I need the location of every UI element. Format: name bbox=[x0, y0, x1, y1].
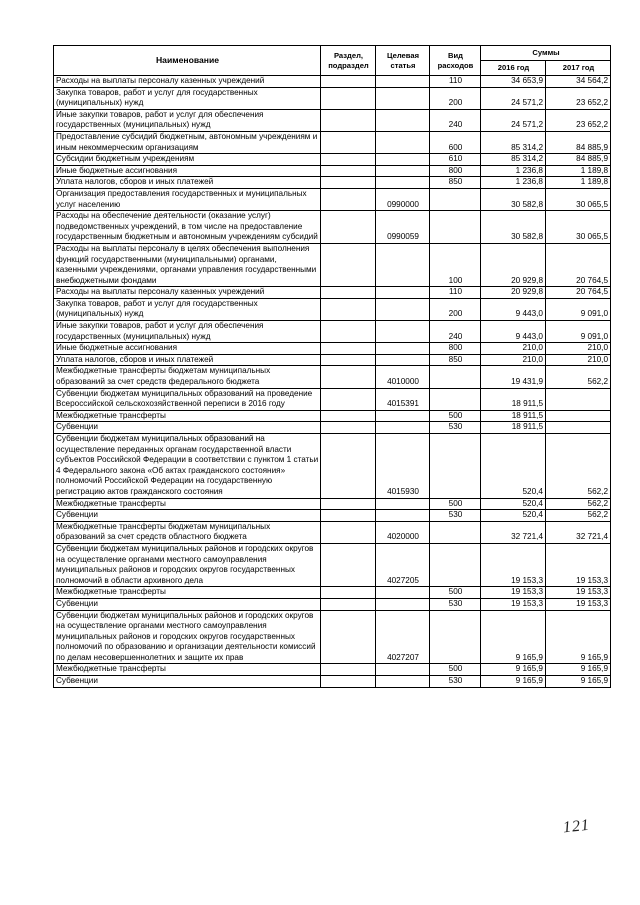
cell-sum-2017: 562,2 bbox=[546, 498, 611, 510]
cell-expense-type: 610 bbox=[430, 154, 481, 166]
cell-sum-2017: 210,0 bbox=[546, 354, 611, 366]
cell-section bbox=[321, 76, 376, 88]
cell-sum-2017: 1 189,8 bbox=[546, 177, 611, 189]
cell-sum-2016: 9 443,0 bbox=[481, 298, 546, 320]
table-row bbox=[54, 388, 611, 410]
cell-expense-type bbox=[430, 211, 481, 244]
table-row bbox=[54, 211, 611, 244]
cell-name: Иные бюджетные ассигнования bbox=[54, 343, 321, 355]
table-row bbox=[54, 498, 611, 510]
cell-sum-2017: 1 189,8 bbox=[546, 165, 611, 177]
cell-target bbox=[376, 131, 430, 153]
cell-name: Межбюджетные трансферты bbox=[54, 664, 321, 676]
cell-section bbox=[321, 165, 376, 177]
cell-section bbox=[321, 177, 376, 189]
cell-section bbox=[321, 422, 376, 434]
cell-target: 0990059 bbox=[376, 211, 430, 244]
cell-sum-2016: 85 314,2 bbox=[481, 154, 546, 166]
cell-expense-type: 530 bbox=[430, 598, 481, 610]
cell-section bbox=[321, 343, 376, 355]
cell-expense-type: 240 bbox=[430, 321, 481, 343]
cell-sum-2016: 20 929,8 bbox=[481, 243, 546, 286]
cell-target bbox=[376, 422, 430, 434]
table-row bbox=[54, 366, 611, 388]
cell-section bbox=[321, 664, 376, 676]
cell-sum-2017 bbox=[546, 422, 611, 434]
cell-sum-2016: 30 582,8 bbox=[481, 211, 546, 244]
cell-expense-type: 850 bbox=[430, 354, 481, 366]
cell-sum-2016: 24 571,2 bbox=[481, 109, 546, 131]
header-target: Целевая статья bbox=[376, 46, 430, 76]
header-year-2016: 2016 год bbox=[481, 61, 546, 76]
cell-sum-2016: 24 571,2 bbox=[481, 87, 546, 109]
budget-table bbox=[53, 45, 611, 688]
cell-section bbox=[321, 388, 376, 410]
cell-target bbox=[376, 343, 430, 355]
cell-name: Субвенции бюджетам муниципальных районов и городских округов на осуществление органами местного самоуправления муниципальных районов и городских округов государственных полномочий в области архивного дела bbox=[54, 543, 321, 586]
cell-name: Уплата налогов, сборов и иных платежей bbox=[54, 177, 321, 189]
cell-sum-2016: 18 911,5 bbox=[481, 422, 546, 434]
cell-name: Межбюджетные трансферты бюджетам муниципальных образований за счет средств областного бюджета bbox=[54, 521, 321, 543]
cell-name: Закупка товаров, работ и услуг для государственных (муниципальных) нужд bbox=[54, 298, 321, 320]
cell-target bbox=[376, 298, 430, 320]
cell-sum-2017 bbox=[546, 388, 611, 410]
table-row bbox=[54, 354, 611, 366]
cell-sum-2016: 210,0 bbox=[481, 343, 546, 355]
cell-section bbox=[321, 434, 376, 499]
table-row bbox=[54, 177, 611, 189]
cell-section bbox=[321, 109, 376, 131]
cell-expense-type bbox=[430, 188, 481, 210]
table-row bbox=[54, 510, 611, 522]
cell-sum-2017: 84 885,9 bbox=[546, 154, 611, 166]
cell-sum-2016: 520,4 bbox=[481, 434, 546, 499]
cell-section bbox=[321, 131, 376, 153]
table-row bbox=[54, 287, 611, 299]
cell-sum-2017: 9 165,9 bbox=[546, 610, 611, 664]
cell-name: Предоставление субсидий бюджетным, автономным учреждениям и иным некоммерческим организациям bbox=[54, 131, 321, 153]
cell-sum-2017: 23 652,2 bbox=[546, 87, 611, 109]
cell-expense-type: 500 bbox=[430, 664, 481, 676]
table-row bbox=[54, 521, 611, 543]
cell-sum-2017: 30 065,5 bbox=[546, 188, 611, 210]
cell-sum-2016: 19 431,9 bbox=[481, 366, 546, 388]
cell-name: Организация предоставления государственных и муниципальных услуг населению bbox=[54, 188, 321, 210]
cell-section bbox=[321, 298, 376, 320]
cell-sum-2016: 520,4 bbox=[481, 498, 546, 510]
cell-section bbox=[321, 366, 376, 388]
table-body bbox=[54, 76, 611, 688]
cell-expense-type: 530 bbox=[430, 422, 481, 434]
cell-expense-type: 240 bbox=[430, 109, 481, 131]
cell-sum-2017: 19 153,3 bbox=[546, 543, 611, 586]
cell-target bbox=[376, 321, 430, 343]
cell-target: 4027207 bbox=[376, 610, 430, 664]
table-row bbox=[54, 109, 611, 131]
cell-expense-type: 500 bbox=[430, 498, 481, 510]
cell-name: Субвенции bbox=[54, 510, 321, 522]
table-row bbox=[54, 422, 611, 434]
cell-sum-2017 bbox=[546, 410, 611, 422]
cell-target bbox=[376, 87, 430, 109]
cell-target: 0990000 bbox=[376, 188, 430, 210]
cell-target bbox=[376, 109, 430, 131]
cell-section bbox=[321, 321, 376, 343]
cell-section bbox=[321, 521, 376, 543]
cell-target bbox=[376, 165, 430, 177]
cell-expense-type: 500 bbox=[430, 587, 481, 599]
cell-section bbox=[321, 287, 376, 299]
cell-name: Иные бюджетные ассигнования bbox=[54, 165, 321, 177]
cell-expense-type bbox=[430, 434, 481, 499]
cell-section bbox=[321, 610, 376, 664]
cell-target bbox=[376, 243, 430, 286]
cell-target bbox=[376, 154, 430, 166]
cell-expense-type: 800 bbox=[430, 343, 481, 355]
cell-sum-2016: 9 165,9 bbox=[481, 610, 546, 664]
cell-name: Межбюджетные трансферты bbox=[54, 587, 321, 599]
cell-sum-2016: 210,0 bbox=[481, 354, 546, 366]
cell-section bbox=[321, 510, 376, 522]
cell-name: Расходы на обеспечение деятельности (оказание услуг) подведомственных учреждений, в том числе на предоставление государственным бюджетным и автономным учреждениям субсидий bbox=[54, 211, 321, 244]
cell-expense-type: 600 bbox=[430, 131, 481, 153]
cell-target: 4015391 bbox=[376, 388, 430, 410]
cell-target bbox=[376, 354, 430, 366]
cell-name: Уплата налогов, сборов и иных платежей bbox=[54, 354, 321, 366]
cell-sum-2016: 9 443,0 bbox=[481, 321, 546, 343]
cell-target bbox=[376, 410, 430, 422]
cell-section bbox=[321, 211, 376, 244]
table-row bbox=[54, 610, 611, 664]
cell-target: 4020000 bbox=[376, 521, 430, 543]
table-row bbox=[54, 676, 611, 688]
cell-expense-type: 100 bbox=[430, 243, 481, 286]
table-row bbox=[54, 434, 611, 499]
cell-sum-2017: 84 885,9 bbox=[546, 131, 611, 153]
cell-expense-type bbox=[430, 366, 481, 388]
cell-sum-2016: 1 236,8 bbox=[481, 177, 546, 189]
cell-target: 4010000 bbox=[376, 366, 430, 388]
cell-section bbox=[321, 354, 376, 366]
cell-sum-2017: 562,2 bbox=[546, 366, 611, 388]
table-row bbox=[54, 321, 611, 343]
cell-name: Субвенции бюджетам муниципальных образований на проведение Всероссийской сельскохозяйственной переписи в 2016 году bbox=[54, 388, 321, 410]
table-row bbox=[54, 131, 611, 153]
cell-sum-2017: 9 091,0 bbox=[546, 298, 611, 320]
cell-sum-2016: 19 153,3 bbox=[481, 587, 546, 599]
cell-name: Расходы на выплаты персоналу казенных учреждений bbox=[54, 76, 321, 88]
cell-sum-2017: 19 153,3 bbox=[546, 587, 611, 599]
cell-section bbox=[321, 188, 376, 210]
cell-sum-2016: 9 165,9 bbox=[481, 664, 546, 676]
header-section: Раздел, подраздел bbox=[321, 46, 376, 76]
cell-sum-2016: 18 911,5 bbox=[481, 410, 546, 422]
cell-target bbox=[376, 510, 430, 522]
table-row bbox=[54, 243, 611, 286]
cell-expense-type: 800 bbox=[430, 165, 481, 177]
cell-sum-2016: 9 165,9 bbox=[481, 676, 546, 688]
cell-expense-type bbox=[430, 610, 481, 664]
cell-expense-type: 110 bbox=[430, 76, 481, 88]
cell-sum-2017: 562,2 bbox=[546, 434, 611, 499]
cell-section bbox=[321, 676, 376, 688]
cell-section bbox=[321, 598, 376, 610]
cell-sum-2017: 210,0 bbox=[546, 343, 611, 355]
cell-expense-type bbox=[430, 521, 481, 543]
cell-target bbox=[376, 664, 430, 676]
page-number: 121 bbox=[562, 816, 591, 837]
cell-name: Межбюджетные трансферты bbox=[54, 498, 321, 510]
cell-name: Иные закупки товаров, работ и услуг для обеспечения государственных (муниципальных) нужд bbox=[54, 321, 321, 343]
cell-name: Субвенции бюджетам муниципальных образований на осуществление переданных органам государственной власти субъектов Российской Федерации в соответствии с пунктом 1 статьи 4 Федерального закона «Об актах гражданского состояния» полномочий Российской Федерации на государственную регистрацию актов гражданского состояния bbox=[54, 434, 321, 499]
cell-target bbox=[376, 587, 430, 599]
cell-sum-2017: 9 165,9 bbox=[546, 676, 611, 688]
cell-sum-2017: 20 764,5 bbox=[546, 287, 611, 299]
cell-sum-2017: 9 165,9 bbox=[546, 664, 611, 676]
cell-sum-2017: 20 764,5 bbox=[546, 243, 611, 286]
cell-name: Закупка товаров, работ и услуг для государственных (муниципальных) нужд bbox=[54, 87, 321, 109]
cell-expense-type: 530 bbox=[430, 510, 481, 522]
table-row bbox=[54, 76, 611, 88]
cell-expense-type bbox=[430, 388, 481, 410]
table-row bbox=[54, 598, 611, 610]
cell-name: Субвенции bbox=[54, 422, 321, 434]
table-row bbox=[54, 188, 611, 210]
cell-expense-type: 110 bbox=[430, 287, 481, 299]
cell-sum-2017: 19 153,3 bbox=[546, 598, 611, 610]
table-row bbox=[54, 165, 611, 177]
cell-target: 4027205 bbox=[376, 543, 430, 586]
cell-target: 4015930 bbox=[376, 434, 430, 499]
cell-sum-2017: 30 065,5 bbox=[546, 211, 611, 244]
cell-sum-2016: 18 911,5 bbox=[481, 388, 546, 410]
cell-sum-2016: 19 153,3 bbox=[481, 598, 546, 610]
cell-target bbox=[376, 177, 430, 189]
cell-sum-2016: 34 653,9 bbox=[481, 76, 546, 88]
cell-sum-2016: 19 153,3 bbox=[481, 543, 546, 586]
cell-name: Иные закупки товаров, работ и услуг для обеспечения государственных (муниципальных) нужд bbox=[54, 109, 321, 131]
table-row bbox=[54, 298, 611, 320]
cell-name: Расходы на выплаты персоналу казенных учреждений bbox=[54, 287, 321, 299]
header-sums: Суммы bbox=[481, 46, 611, 61]
header-year-2017: 2017 год bbox=[546, 61, 611, 76]
cell-target bbox=[376, 676, 430, 688]
cell-section bbox=[321, 154, 376, 166]
cell-name: Межбюджетные трансферты bbox=[54, 410, 321, 422]
cell-name: Межбюджетные трансферты бюджетам муниципальных образований за счет средств федерального бюджета bbox=[54, 366, 321, 388]
cell-target bbox=[376, 76, 430, 88]
table-row bbox=[54, 543, 611, 586]
cell-sum-2016: 30 582,8 bbox=[481, 188, 546, 210]
header-name: Наименование bbox=[54, 46, 321, 76]
cell-sum-2016: 85 314,2 bbox=[481, 131, 546, 153]
cell-name: Субвенции bbox=[54, 598, 321, 610]
header-expense-type: Вид расходов bbox=[430, 46, 481, 76]
cell-sum-2016: 520,4 bbox=[481, 510, 546, 522]
cell-name: Субвенции bbox=[54, 676, 321, 688]
cell-section bbox=[321, 498, 376, 510]
cell-expense-type: 850 bbox=[430, 177, 481, 189]
table-row bbox=[54, 154, 611, 166]
cell-sum-2016: 1 236,8 bbox=[481, 165, 546, 177]
cell-target bbox=[376, 598, 430, 610]
cell-name: Субвенции бюджетам муниципальных районов и городских округов на осуществление органами местного самоуправления муниципальных районов и городских округов государственных полномочий по образованию и организации деятельности комиссий по делам несовершеннолетних и защите их прав bbox=[54, 610, 321, 664]
cell-target bbox=[376, 287, 430, 299]
cell-expense-type: 530 bbox=[430, 676, 481, 688]
table-row bbox=[54, 87, 611, 109]
cell-sum-2017: 562,2 bbox=[546, 510, 611, 522]
cell-sum-2017: 34 564,2 bbox=[546, 76, 611, 88]
table-row bbox=[54, 664, 611, 676]
table-row bbox=[54, 343, 611, 355]
cell-sum-2016: 20 929,8 bbox=[481, 287, 546, 299]
cell-name: Субсидии бюджетным учреждениям bbox=[54, 154, 321, 166]
table-row bbox=[54, 587, 611, 599]
cell-expense-type: 200 bbox=[430, 87, 481, 109]
cell-section bbox=[321, 87, 376, 109]
cell-target bbox=[376, 498, 430, 510]
cell-sum-2017: 9 091,0 bbox=[546, 321, 611, 343]
cell-sum-2017: 32 721,4 bbox=[546, 521, 611, 543]
cell-section bbox=[321, 243, 376, 286]
budget-table-sheet bbox=[53, 45, 610, 688]
cell-section bbox=[321, 410, 376, 422]
cell-expense-type: 200 bbox=[430, 298, 481, 320]
table-row bbox=[54, 410, 611, 422]
cell-expense-type bbox=[430, 543, 481, 586]
cell-sum-2016: 32 721,4 bbox=[481, 521, 546, 543]
cell-name: Расходы на выплаты персоналу в целях обеспечения выполнения функций государственными (муниципальными) органами, казенными учреждениями, органами управления государственными внебюджетными фондами bbox=[54, 243, 321, 286]
cell-section bbox=[321, 543, 376, 586]
cell-section bbox=[321, 587, 376, 599]
cell-sum-2017: 23 652,2 bbox=[546, 109, 611, 131]
cell-expense-type: 500 bbox=[430, 410, 481, 422]
